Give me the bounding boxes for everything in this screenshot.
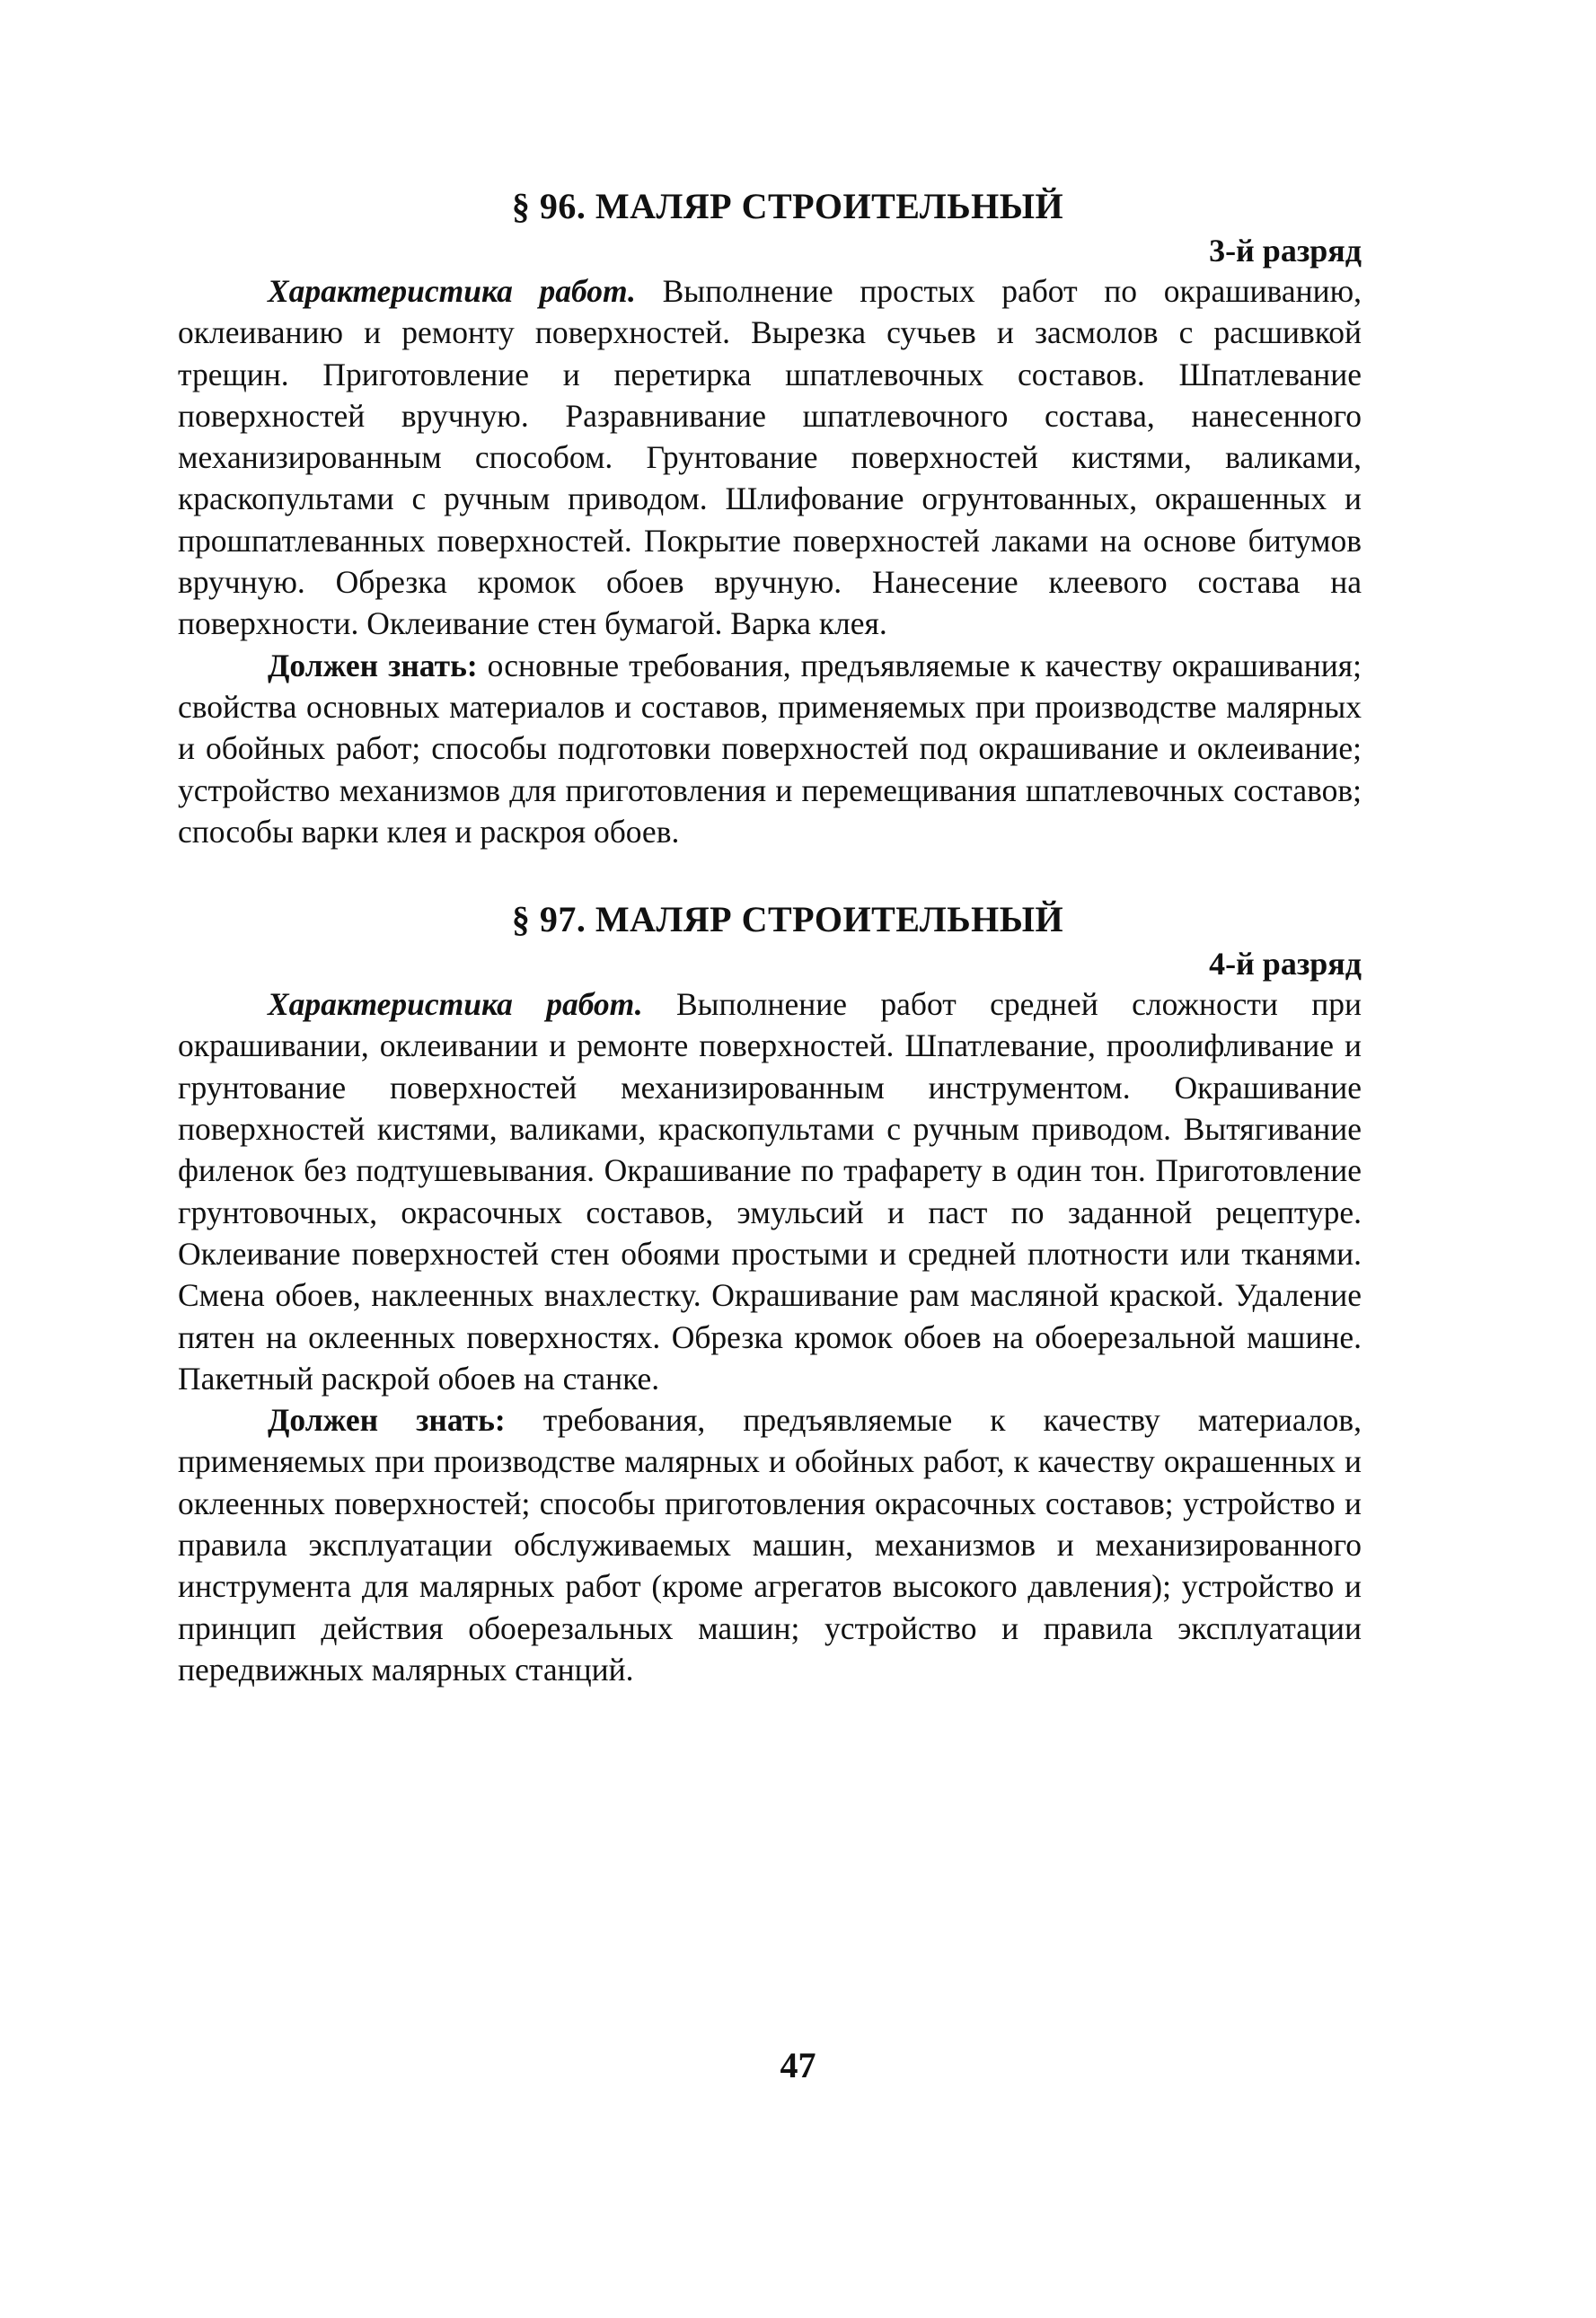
work-characteristics-paragraph <box>178 270 1362 645</box>
section-divider-space <box>178 852 1362 897</box>
work-characteristics-lead: Характеристика работ. <box>268 986 643 1023</box>
work-characteristics-paragraph <box>178 983 1362 1399</box>
grade-label: 4-й разряд <box>1209 946 1362 983</box>
section-96 <box>178 184 1362 852</box>
required-knowledge-lead: Должен знать: <box>268 1402 506 1439</box>
required-knowledge-paragraph <box>178 1399 1362 1690</box>
document-page <box>178 184 1362 1690</box>
grade-label: 3-й разряд <box>1209 233 1362 269</box>
required-knowledge-text: требования, предъявляемые к качеству материалов, применяемых при производстве малярных и обойных работ, к качеству окрашенных и оклеенных поверхностей; способы приготовления окрасочных составов; устройство и правила эксплуатации обслуживаемых машин, механизмов и механизированного инструмента для малярных работ (кроме агрегатов высокого давления); устройство и принцип действия обоерезальных машин; устройство и правила эксплуатации передвижных малярных станций. <box>178 1402 1362 1688</box>
section-97 <box>178 897 1362 1690</box>
work-characteristics-lead: Характеристика работ. <box>268 273 636 309</box>
work-characteristics-text: Выполнение работ средней сложности при окрашивании, оклеивании и ремонте поверхностей. Шпатлевание, проолифливание и грунтование поверхностей механизированным инструментом. Окрашивание поверхностей кистями, валиками, краскопультами с ручным приводом. Вытягивание филенок без подтушевывания. Окрашивание по трафарету в один тон. Приготовление грунтовочных, окрасочных составов, эмульсий и паст по заданной рецептуре. Оклеивание поверхностей стен обоями простыми и средней плотности или тканями. Смена обоев, наклеенных внахлестку. Окрашивание рам масляной краской. Удаление пятен на оклеенных поверхностях. Обрезка кромок обоев на обоерезальной машине. Пакетный раскрой обоев на станке. <box>178 986 1362 1397</box>
section-title: § 97. МАЛЯР СТРОИТЕЛЬНЫЙ <box>511 899 1064 940</box>
page-number: 47 <box>780 2045 816 2085</box>
required-knowledge-text: основные требования, предъявляемые к качеству окрашивания; свойства основных материалов и составов, применяемых при производстве малярных и обойных работ; способы подготовки поверхностей под окрашивание и оклеивание; устройство механизмов для приготовления и перемещивания шпатлевочных составов; способы варки клея и раскроя обоев. <box>178 647 1362 850</box>
required-knowledge-paragraph <box>178 645 1362 852</box>
work-characteristics-text: Выполнение простых работ по окрашиванию, оклеиванию и ремонту поверхностей. Вырезка сучьев и засмолов с расшивкой трещин. Приготовление и перетирка шпатлевочных составов. Шпатлевание поверхностей вручную. Разравнивание шпатлевочного состава, нанесенного механизированным способом. Грунтование поверхностей кистями, валиками, краскопультами с ручным приводом. Шлифование огрунтованных, окрашенных и прошпатлеванных поверхностей. Покрытие поверхностей лаками на основе битумов вручную. Обрезка кромок обоев вручную. Нанесение клеевого состава на поверхности. Оклеивание стен бумагой. Варка клея. <box>178 273 1362 642</box>
section-title: § 96. МАЛЯР СТРОИТЕЛЬНЫЙ <box>511 186 1064 226</box>
required-knowledge-lead: Должен знать: <box>268 647 478 683</box>
